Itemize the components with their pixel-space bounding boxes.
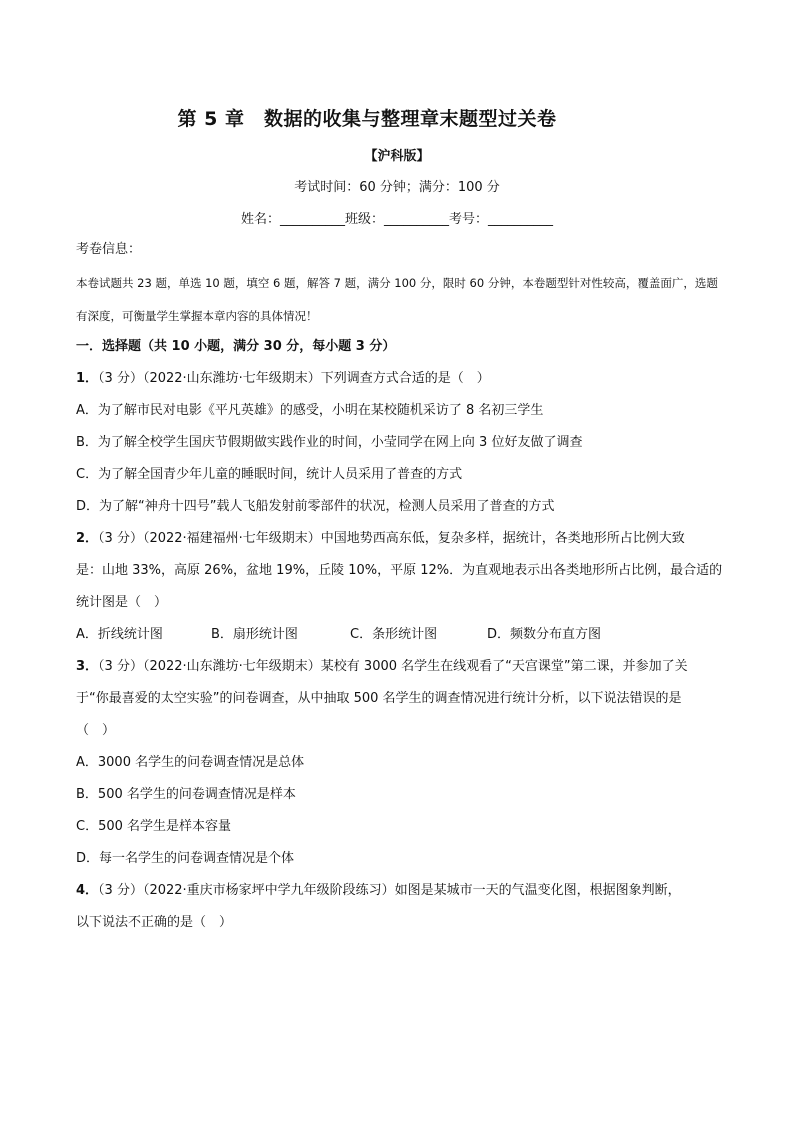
page-title: 第 5 章 数据的收集与整理章末题型过关卷: [177, 108, 557, 130]
question-stem-line: 统计图是（ ）: [76, 595, 168, 610]
exam-content: [76, 240, 724, 939]
option-d: D．为了解“神舟十四号”载人飞船发射前零部件的状况，检测人员采用了普查的方式: [76, 499, 555, 514]
option-c: C．条形统计图: [350, 627, 438, 642]
student-info-fields: 姓名：__________班级：__________考号：__________: [240, 212, 553, 227]
info-heading: 考卷信息：: [76, 242, 142, 257]
question-number: 3．: [76, 659, 99, 674]
options-row: [76, 619, 724, 651]
question-number: 4．: [76, 883, 99, 898]
option-b: B．为了解全校学生国庆节假期做实践作业的时间，小莹同学在网上向 3 位好友做了调查: [76, 435, 583, 450]
question-number: 1．: [76, 371, 99, 386]
question-4: [76, 875, 724, 907]
info-text: 本卷试题共 23 题，单选 10 题，填空 6 题，解答 7 题，满分 100 分，限时 60 分钟，本卷题型针对性较高，覆盖面广，选题有深度，可衡量学生掌握本章内容的具体情况！: [76, 276, 718, 323]
question-stem-line: 是：山地 33%，高原 26%，盆地 19%，丘陵 10%，平原 12%．为直观地表示出各类地形所占比例，最合适的: [76, 563, 723, 578]
question-stem-line: （3 分）（2022·山东潍坊·七年级期末）某校有 3000 名学生在线观看了“天宫课堂”第二课，并参加了关: [98, 659, 688, 674]
option-a: A．为了解市民对电影《平凡英雄》的感受，小明在某校随机采访了 8 名初三学生: [76, 403, 544, 418]
edition-label: 【沪科版】: [364, 149, 430, 164]
exam-meta: 考试时间：60 分钟；满分：100 分: [294, 180, 500, 195]
option-c: C．为了解全国青少年儿童的睡眠时间，统计人员采用了普查的方式: [76, 467, 463, 482]
question-stem-line: （3 分）（2022·重庆市杨家坪中学九年级阶段练习）如图是某城市一天的气温变化图，根据图象判断，: [98, 883, 681, 898]
option-b: B．扇形统计图: [211, 627, 298, 642]
question-stem-line: 于“你最喜爱的太空实验”的问卷调查，从中抽取 500 名学生的调查情况进行统计分析，以下说法错误的是: [76, 691, 682, 706]
question-stem-line: （3 分）（2022·福建福州·七年级期末）中国地势西高东低，复杂多样，据统计，各类地形所占比例大致: [98, 531, 685, 546]
question-stem-line: （ ）: [76, 723, 116, 738]
option-a: A．3000 名学生的问卷调查情况是总体: [76, 755, 305, 770]
question-3: [76, 651, 724, 683]
option-c: C．500 名学生是样本容量: [76, 819, 232, 834]
question-2: [76, 523, 724, 555]
question-1: [76, 363, 724, 395]
question-stem-line: 以下说法不正确的是（ ）: [76, 915, 233, 930]
section-heading: 一．选择题（共 10 小题，满分 30 分，每小题 3 分）: [76, 339, 396, 354]
option-d: D．每一名学生的问卷调查情况是个体: [76, 851, 295, 866]
question-number: 2．: [76, 531, 99, 546]
option-a: A．折线统计图: [76, 627, 163, 642]
question-stem: （3 分）（2022·山东潍坊·七年级期末）下列调查方式合适的是（ ）: [98, 371, 490, 386]
option-b: B．500 名学生的问卷调查情况是样本: [76, 787, 296, 802]
option-d: D．频数分布直方图: [487, 627, 602, 642]
